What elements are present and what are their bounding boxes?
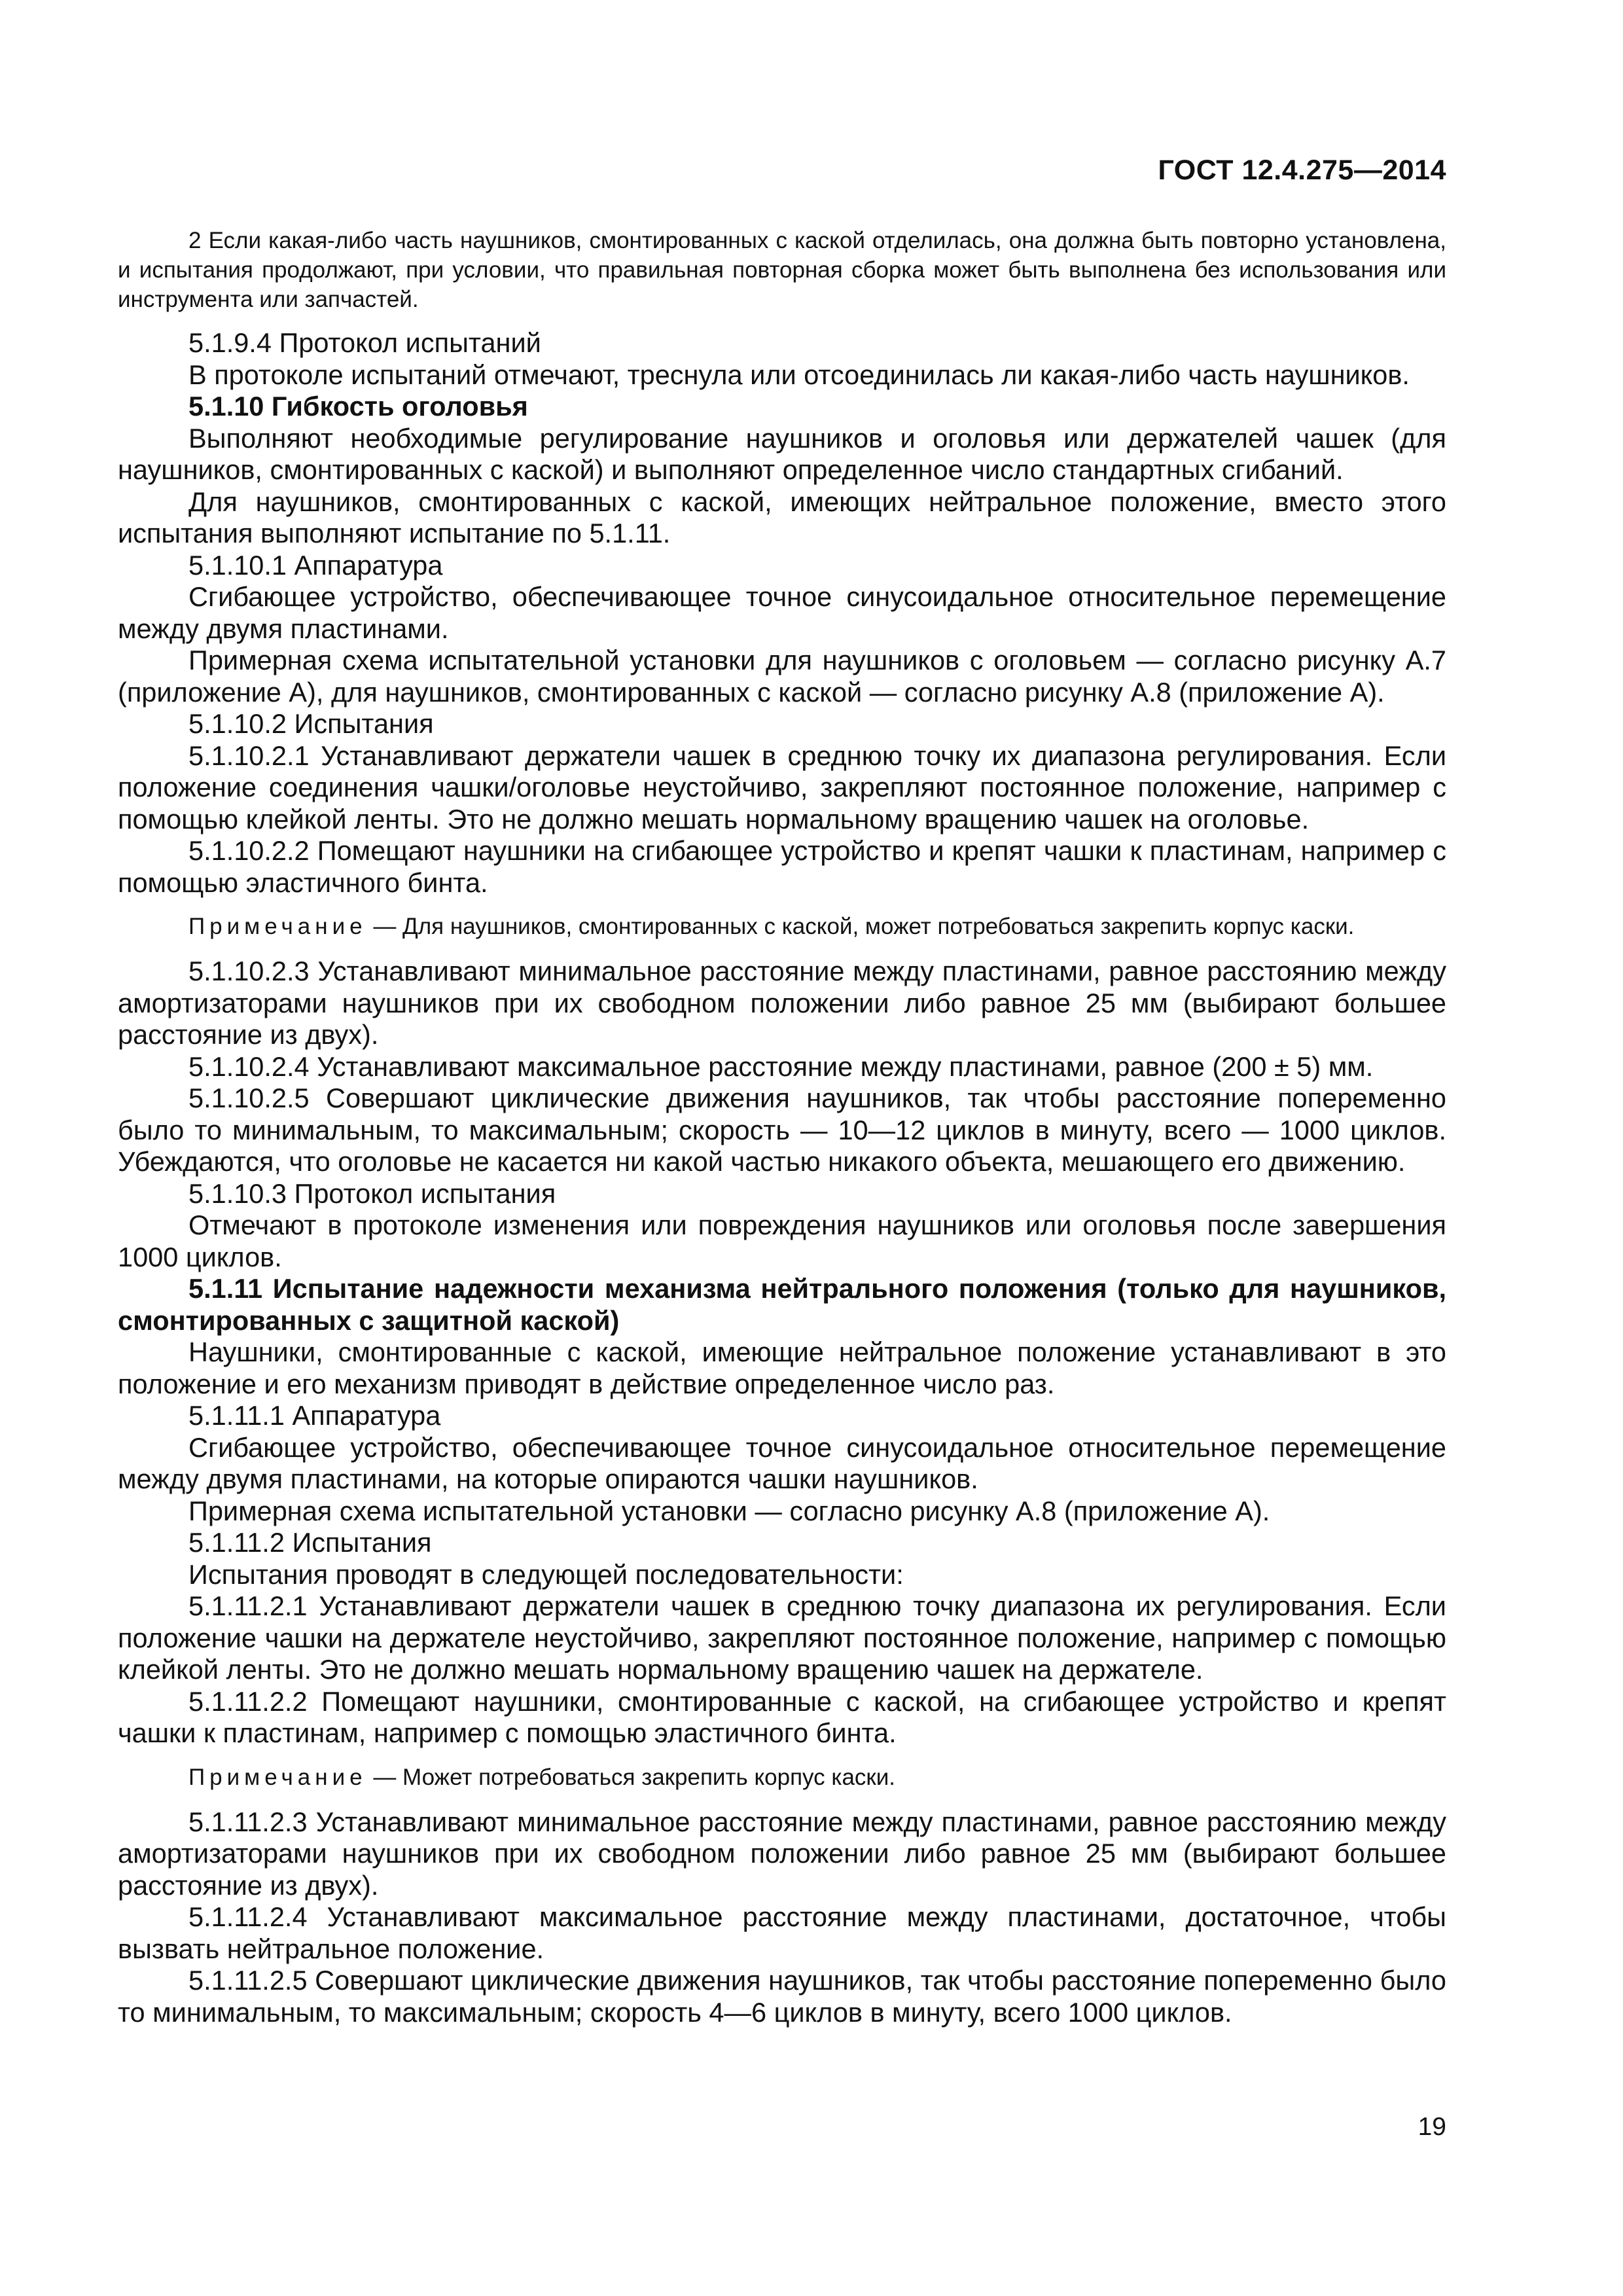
paragraph: Испытания проводят в следующей последовательности: <box>188 1558 904 1590</box>
note-text: — Может потребоваться закрепить корпус каски. <box>366 1764 896 1790</box>
paragraph: 5.1.10.2.3 Устанавливают минимальное расстояние между пластинами, равное расстоянию между амортизаторами наушников при их свободном положении либо равное 25 мм (выбирают большее расстояние из двух). <box>118 956 1446 1050</box>
document-body <box>118 226 1446 2028</box>
paragraph: В протоколе испытаний отмечают, треснула или отсоединилась ли какая-либо часть наушников. <box>188 359 1410 390</box>
standard-header: ГОСТ 12.4.275—2014 <box>1158 154 1446 186</box>
note <box>118 912 1446 941</box>
paragraph: Сгибающее устройство, обеспечивающее точное синусоидальное относительное перемещение между двумя пластинами, на которые опираются чашки наушников. <box>118 1431 1446 1494</box>
paragraph: 5.1.11.2.4 Устанавливают максимальное расстояние между пластинами, достаточное, чтобы вызвать нейтральное положение. <box>118 1901 1446 1964</box>
section-heading-5-1-11-2: 5.1.11.2 Испытания <box>188 1527 432 1558</box>
paragraph: 5.1.10.2.5 Совершают циклические движения наушников, так чтобы расстояние попеременно было то минимальным, то максимальным; скорость — 10—12 циклов в минуту, всего — 1000 циклов. Убеждаются, что оголовье не касается ни какой частью никакого объекта, мешающего его движению. <box>118 1083 1446 1177</box>
paragraph: 5.1.10.2.1 Устанавливают держатели чашек в среднюю точку их диапазона регулирования. Если положение соединения чашки/оголовье неустойчиво, закрепляют постоянное положение, например с помощью клейкой ленты. Это не должно мешать нормальному вращению чашек на оголовье. <box>118 740 1446 834</box>
paragraph: 5.1.10.2.4 Устанавливают максимальное расстояние между пластинами, равное (200 ± 5) мм. <box>188 1050 1374 1082</box>
section-heading-5-1-10: 5.1.10 Гибкость оголовья <box>188 391 528 422</box>
page-number: 19 <box>1418 2113 1446 2141</box>
section-heading-5-1-9-4: 5.1.9.4 Протокол испытаний <box>188 327 541 358</box>
note <box>118 1763 1446 1792</box>
section-heading-5-1-11: 5.1.11 Испытание надежности механизма нейтрального положения (только для наушников, смонтированных с защитной каской) <box>118 1273 1446 1336</box>
note-label: Примечание <box>188 1764 367 1790</box>
paragraph: Отмечают в протоколе изменения или повреждения наушников или оголовья после завершения 1000 циклов. <box>118 1210 1446 1272</box>
note-label: Примечание <box>188 914 367 939</box>
paragraph: Наушники, смонтированные с каской, имеющие нейтральное положение устанавливают в это положение и его механизм приводят в действие определенное число раз. <box>118 1336 1446 1399</box>
paragraph: Сгибающее устройство, обеспечивающее точное синусоидальное относительное перемещение между двумя пластинами. <box>118 581 1446 644</box>
paragraph: Для наушников, смонтированных с каской, имеющих нейтральное положение, вместо этого испытания выполняют испытание по 5.1.11. <box>118 486 1446 548</box>
section-heading-5-1-11-1: 5.1.11.1 Аппаратура <box>188 1400 441 1431</box>
paragraph: 5.1.11.2.3 Устанавливают минимальное расстояние между пластинами, равное расстоянию между амортизаторами наушников при их свободном положении либо равное 25 мм (выбирают большее расстояние из двух). <box>118 1806 1446 1901</box>
paragraph: Примерная схема испытательной установки — согласно рисунку А.8 (приложение А). <box>188 1495 1270 1526</box>
section-heading-5-1-10-3: 5.1.10.3 Протокол испытания <box>188 1177 556 1209</box>
paragraph: 5.1.11.2.5 Совершают циклические движения наушников, так чтобы расстояние попеременно было то минимальным, то максимальным; скорость 4—6 циклов в минуту, всего 1000 циклов. <box>118 1965 1446 2028</box>
section-heading-5-1-10-1: 5.1.10.1 Аппаратура <box>188 549 443 581</box>
section-heading-5-1-10-2: 5.1.10.2 Испытания <box>188 708 434 739</box>
paragraph: 5.1.10.2.2 Помещают наушники на сгибающее устройство и крепят чашки к пластинам, например с помощью эластичного бинта. <box>118 835 1446 898</box>
paragraph: 5.1.11.2.1 Устанавливают держатели чашек в среднюю точку диапазона их регулирования. Если положение чашки на держателе неустойчиво, закрепляют постоянное положение, например с помощью клейкой ленты. Это не должно мешать нормальному вращению чашек на держателе. <box>118 1590 1446 1685</box>
top-note: 2 Если какая-либо часть наушников, смонтированных с каской отделилась, она должна быть повторно установлена, и испытания продолжают, при условии, что правильная повторная сборка может быть выполнена без использования или инструмента или запчастей. <box>118 228 1446 312</box>
paragraph: 5.1.11.2.2 Помещают наушники, смонтированные с каской, на сгибающее устройство и крепят чашки к пластинам, например с помощью эластичного бинта. <box>118 1685 1446 1748</box>
paragraph: Выполняют необходимые регулирование наушников и оголовья или держателей чашек (для наушников, смонтированных с каской) и выполняют определенное число стандартных сгибаний. <box>118 422 1446 485</box>
paragraph: Примерная схема испытательной установки для наушников с оголовьем — согласно рисунку А.7 (приложение А), для наушников, смонтированных с каской — согласно рисунку А.8 (приложение А). <box>118 645 1446 708</box>
note-text: — Для наушников, смонтированных с каской, может потребоваться закрепить корпус каски. <box>366 914 1355 939</box>
